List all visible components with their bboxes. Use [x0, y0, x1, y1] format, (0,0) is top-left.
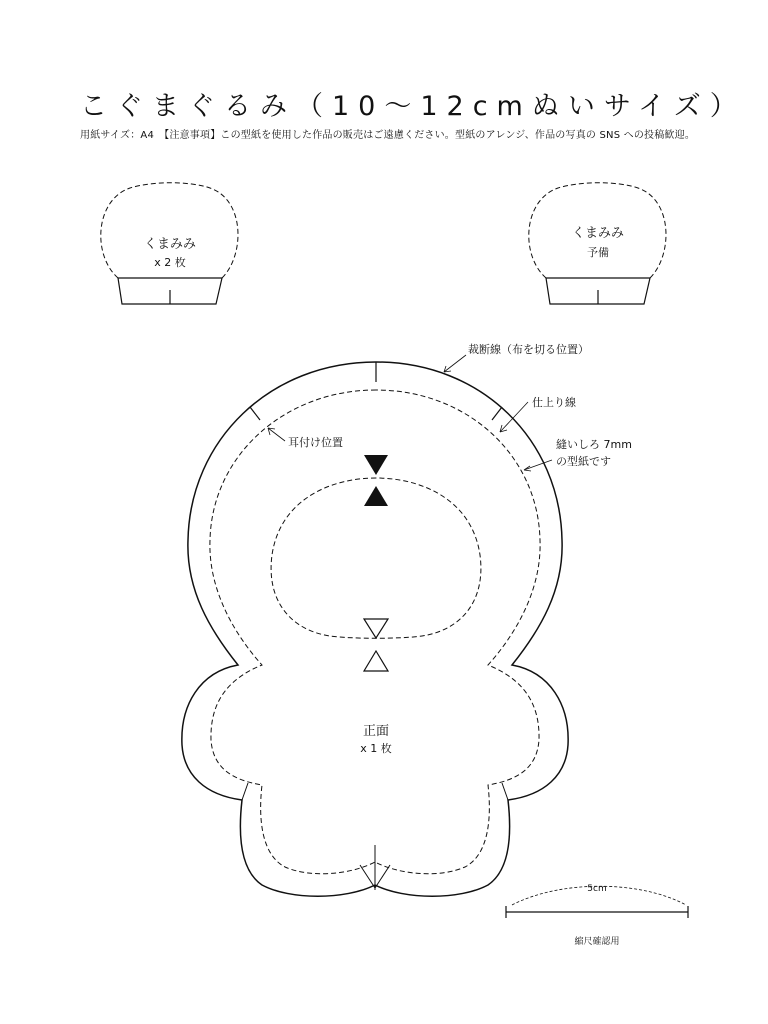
seam-allowance-leader [524, 460, 552, 470]
seam-notch-bottom [360, 845, 390, 890]
cut-line-label: 裁断線（布を切る位置） [468, 343, 589, 356]
body-piece-count: x 1 枚 [360, 742, 392, 755]
marker-filled-up [364, 486, 388, 506]
marker-outline-down [364, 619, 388, 638]
ear-left-count: x 2 枚 [154, 256, 186, 269]
seam-notch-left [242, 783, 248, 800]
finish-line-label: 仕上り線 [532, 396, 576, 409]
usage-notes: 用紙サイズ：A4 【注意事項】この型紙を使用した作品の販売はご遠慮ください。型紙のアレンジ、作品の写真の SNS への投稿歓迎。 [80, 130, 696, 141]
seam-notch-right [502, 783, 508, 800]
scale-length: 5cm [587, 884, 607, 894]
ear-mark-left [250, 407, 260, 420]
body-piece-name: 正面 [362, 724, 390, 739]
seam-allowance-label-2: の型紙です [556, 455, 611, 468]
ear-mark-right [492, 407, 502, 420]
marker-outline-up [364, 651, 388, 671]
scale-caption: 縮尺確認用 [574, 937, 620, 947]
ear-position-label: 耳付け位置 [288, 436, 343, 449]
page-title: こぐまぐるみ（10〜12cmぬいサイズ） [80, 91, 746, 122]
marker-filled-down [364, 455, 388, 475]
ear-right-name: くまみみ [571, 226, 625, 241]
ear-position-leader [268, 428, 285, 441]
ear-right-count: 予備 [587, 246, 609, 259]
finish-line-leader [500, 402, 528, 432]
ear-left-name: くまみみ [143, 237, 197, 252]
cut-line-leader [444, 355, 466, 372]
seam-allowance-label: 縫いしろ 7mm [556, 438, 632, 451]
